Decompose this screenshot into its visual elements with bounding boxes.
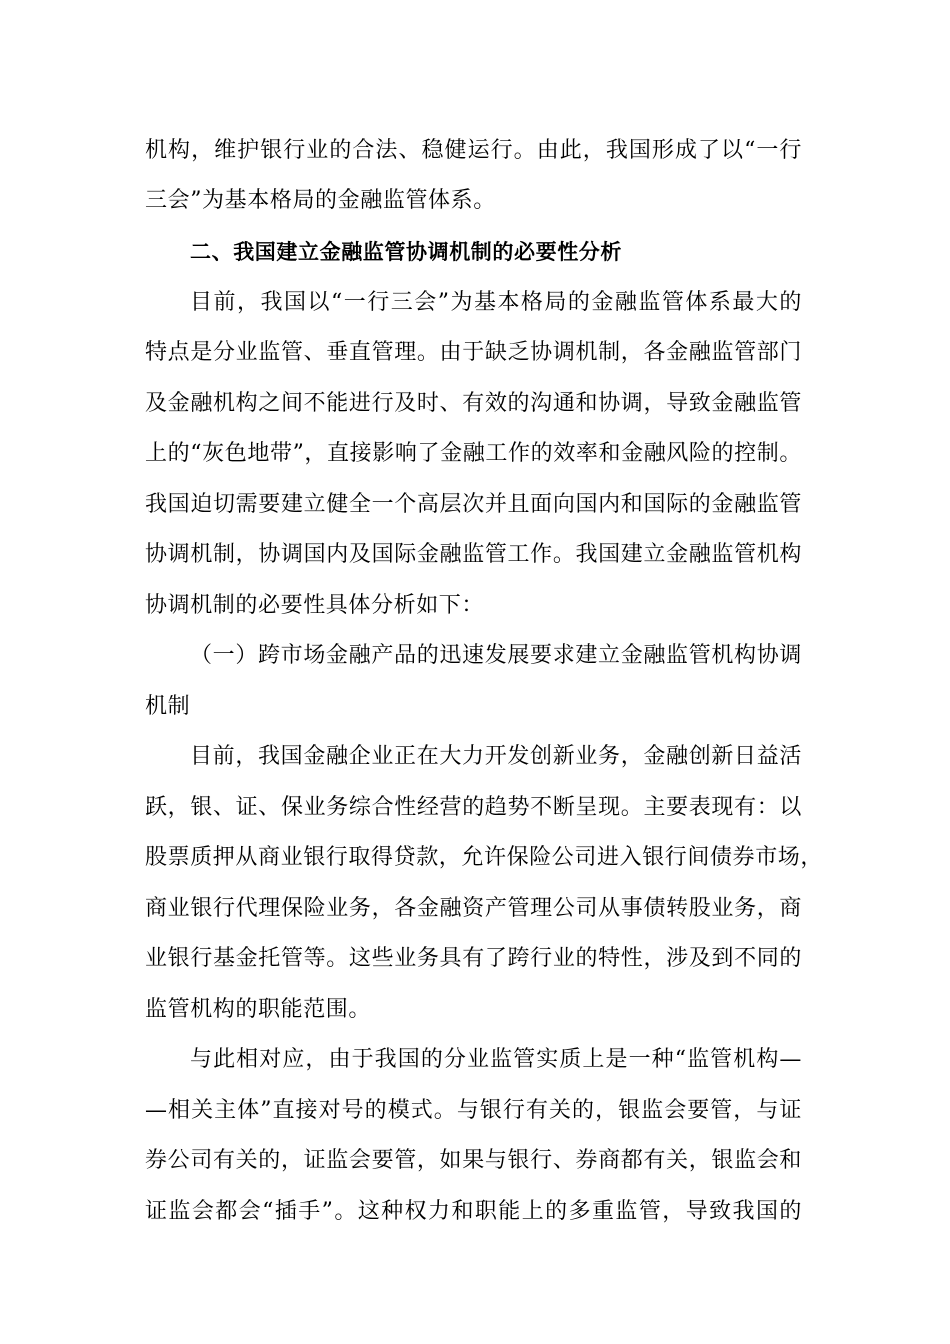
paragraph-line: 业银行基金托管等。这些业务具有了跨行业的特性，涉及到不同的 (145, 946, 802, 971)
paragraph-line: 目前，我国金融企业正在大力开发创新业务，金融创新日益活 (190, 744, 802, 769)
paragraph-line: 商业银行代理保险业务，各金融资产管理公司从事债转股业务，商 (145, 896, 802, 921)
paragraph-line: 券公司有关的，证监会要管，如果与银行、券商都有关，银监会和 (145, 1148, 802, 1173)
paragraph-line: 股票质押从商业银行取得贷款，允许保险公司进入银行间债券市场， (145, 845, 824, 870)
paragraph-line: 三会”为基本格局的金融监管体系。 (145, 188, 496, 213)
paragraph-line: 及金融机构之间不能进行及时、有效的沟通和协调，导致金融监管 (145, 391, 802, 416)
paragraph-line: 协调机制，协调国内及国际金融监管工作。我国建立金融监管机构 (145, 542, 802, 567)
subsection-heading: （一）跨市场金融产品的迅速发展要求建立金融监管机构协调 (190, 643, 802, 668)
paragraph-line: 机构，维护银行业的合法、稳健运行。由此，我国形成了以“一行 (145, 138, 802, 163)
paragraph-line: 我国迫切需要建立健全一个高层次并且面向国内和国际的金融监管 (145, 492, 802, 517)
section-heading: 二、我国建立金融监管协调机制的必要性分析 (190, 240, 622, 264)
paragraph-line: 上的“灰色地带”，直接影响了金融工作的效率和金融风险的控制。 (145, 441, 802, 466)
paragraph-line: 证监会都会“插手”。这种权力和职能上的多重监管，导致我国的 (145, 1199, 802, 1224)
subsection-heading: 机制 (145, 694, 191, 719)
paragraph-line: 特点是分业监管、垂直管理。由于缺乏协调机制，各金融监管部门 (145, 340, 802, 365)
paragraph-line: 与此相对应，由于我国的分业监管实质上是一种“监管机构— (190, 1047, 802, 1072)
paragraph-line: —相关主体”直接对号的模式。与银行有关的，银监会要管，与证 (145, 1098, 802, 1123)
paragraph-line: 目前，我国以“一行三会”为基本格局的金融监管体系最大的 (190, 290, 802, 315)
paragraph-line: 协调机制的必要性具体分析如下： (145, 593, 485, 618)
paragraph-line: 跃，银、证、保业务综合性经营的趋势不断呈现。主要表现有：以 (145, 795, 802, 820)
paragraph-line: 监管机构的职能范围。 (145, 997, 372, 1022)
